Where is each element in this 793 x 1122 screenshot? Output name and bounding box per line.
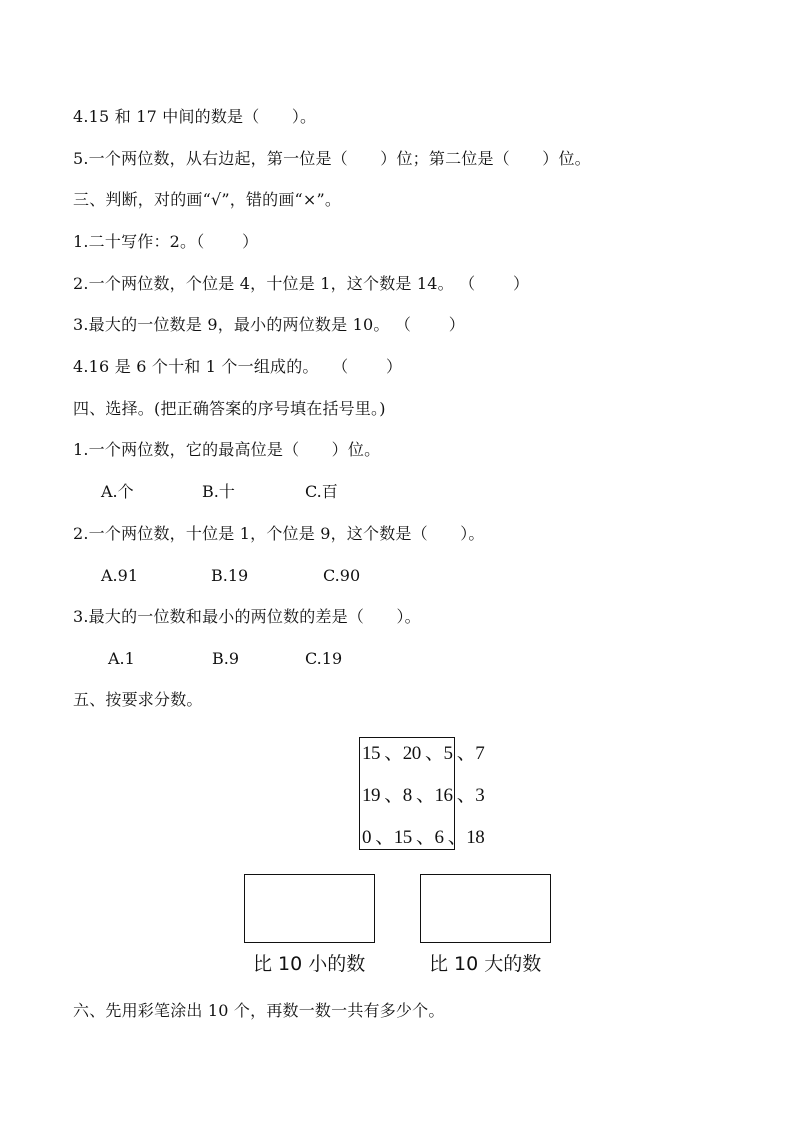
section-3-heading: 三、判断，对的画“√”，错的画“×”。 — [73, 190, 342, 209]
number-pool-box — [359, 737, 485, 850]
judge-item-4: 4.16 是 6 个十和 1 个一组成的。 （ ） — [73, 357, 403, 376]
choice-question-3: 3.最大的一位数和最小的两位数的差是（ ）。 — [73, 607, 421, 626]
question-4-between-15-and-17: 4.15 和 17 中间的数是（ ）。 — [73, 107, 317, 126]
question-5-digit-places: 5.一个两位数，从右边起，第一位是（ ）位；第二位是（ ）位。 — [73, 149, 591, 168]
choice-1-option-b: B.十 — [202, 482, 235, 501]
section-4-heading: 四、选择。(把正确答案的序号填在括号里。) — [73, 399, 386, 418]
choice-2-option-b: B.19 — [211, 566, 249, 585]
number-row-2: 19 、8 、16 、3 — [362, 785, 485, 806]
choice-2-option-a: A.91 — [101, 566, 138, 585]
choice-3-option-a: A.1 — [108, 649, 135, 668]
choice-1-option-a: A.个 — [101, 482, 134, 501]
section-6-heading: 六、先用彩笔涂出 10 个，再数一数一共有多少个。 — [73, 1001, 445, 1020]
choice-1-option-c: C.百 — [305, 482, 338, 501]
section-5-heading: 五、按要求分数。 — [73, 690, 203, 709]
judge-item-1: 1.二十写作：2。（ ） — [73, 232, 259, 251]
number-row-1: 15 、20 、5 、7 — [362, 743, 485, 764]
less-than-10-answer-box[interactable] — [244, 874, 375, 943]
choice-question-1: 1.一个两位数，它的最高位是（ ）位。 — [73, 440, 381, 459]
less-than-10-caption: 比 10 小的数 — [253, 953, 366, 975]
judge-item-2: 2.一个两位数，个位是 4，十位是 1，这个数是 14。 （ ） — [73, 274, 530, 293]
choice-2-option-c: C.90 — [323, 566, 361, 585]
greater-than-10-caption: 比 10 大的数 — [429, 953, 542, 975]
choice-question-2: 2.一个两位数，十位是 1，个位是 9，这个数是（ ）。 — [73, 524, 485, 543]
judge-item-3: 3.最大的一位数是 9，最小的两位数是 10。 （ ） — [73, 315, 465, 334]
choice-3-option-b: B.9 — [212, 649, 240, 668]
number-row-3: 0 、15 、6 、18 — [362, 827, 485, 848]
choice-3-option-c: C.19 — [305, 649, 343, 668]
greater-than-10-answer-box[interactable] — [420, 874, 551, 943]
